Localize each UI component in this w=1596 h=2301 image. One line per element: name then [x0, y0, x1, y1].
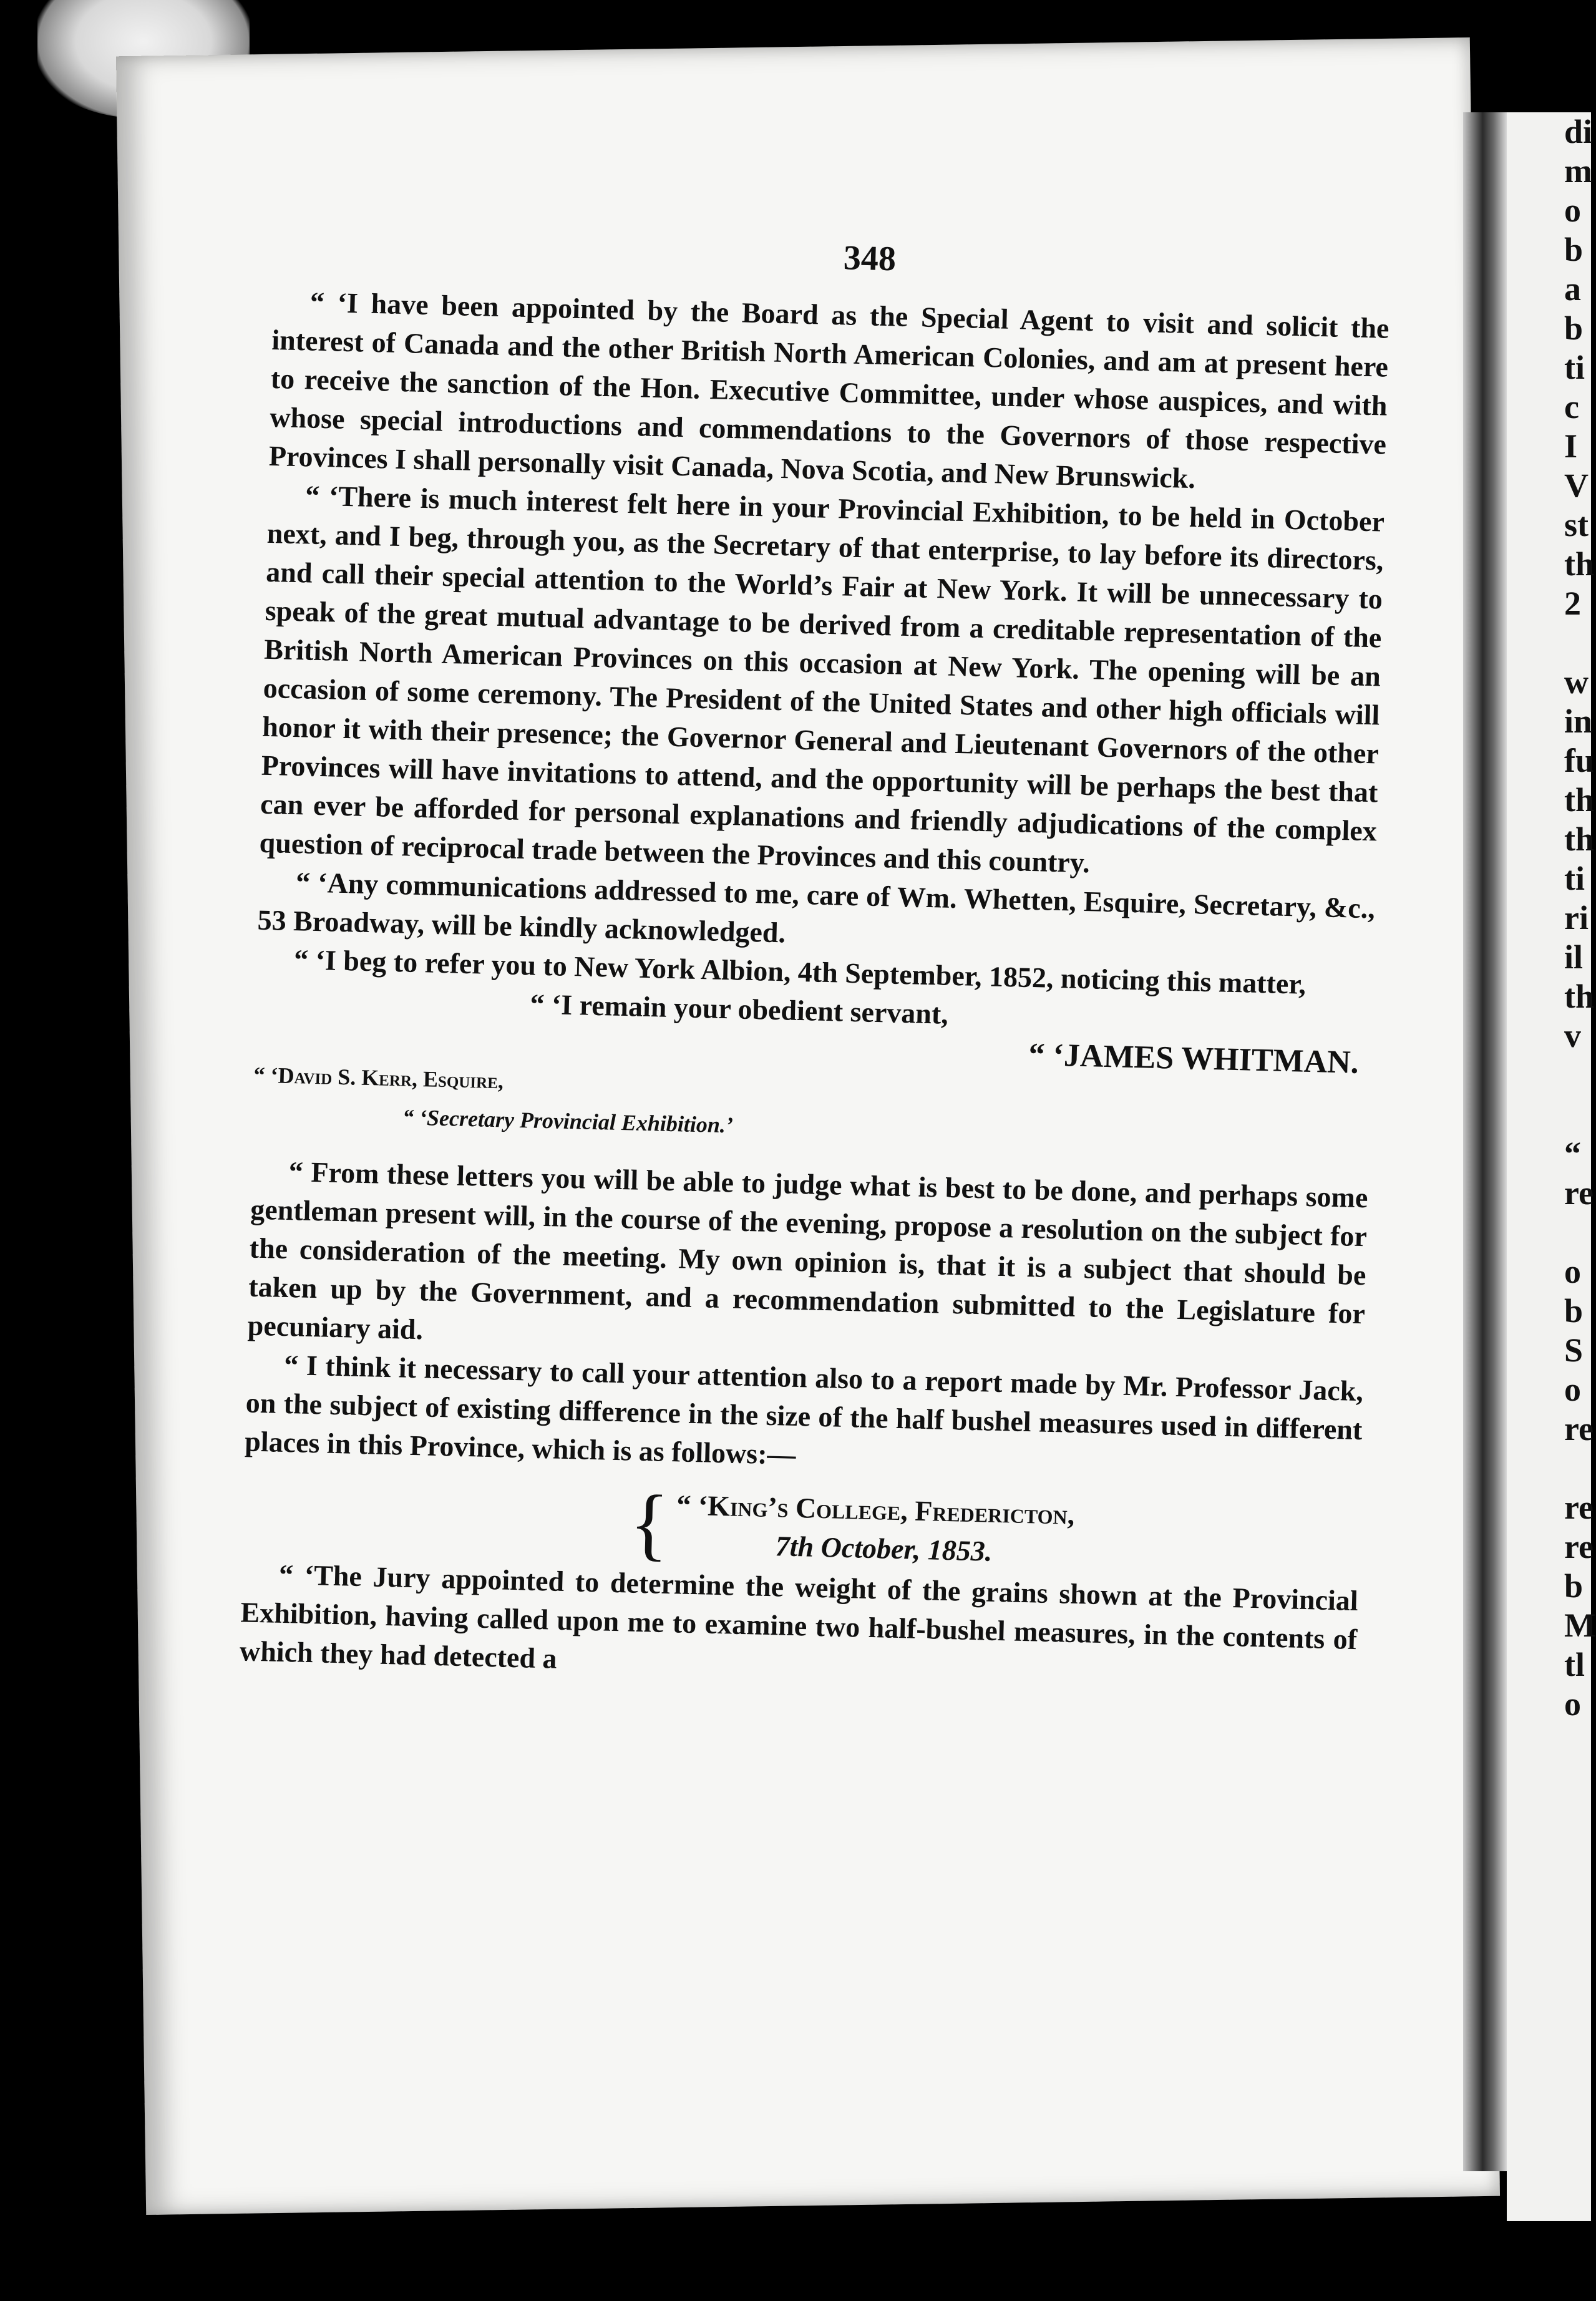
addressee-title: “ ‘Secretary Provincial Exhibition.’ [402, 1104, 734, 1138]
paragraph-judgement: “ From these letters you will be able to judge what is best to be done, and perhaps some gentleman present will, in the course of the evening, propose a resolution on the subject for the consideration of the meeting. My own opinion is, that it is a subject that should be taken up by the Government, and a recommendation submitted to the Legislature for pecuniary aid. [247, 1155, 1369, 1346]
brace-glyph: { [628, 1478, 670, 1570]
paragraph-professor-jack: “ I think it necessary to call your attention also to a report made by Mr. Professor Jack, on the subject of existing difference in the size of the half bushel measures used in different places in this Province, which is as follows:— [244, 1348, 1364, 1471]
facing-page-fragment: re [1564, 1410, 1594, 1447]
facing-page-fragment: b [1564, 231, 1584, 268]
facing-page-fragment: o [1564, 1253, 1581, 1290]
facing-page-fragment [1507, 1213, 1591, 1252]
page-number: 348 [843, 238, 897, 279]
facing-page-fragment: ri [1564, 899, 1589, 936]
paragraph-jury-report: “ ‘The Jury appointed to determine the weight of the grains shown at the Provincial Exhibition, having called upon me to examine two half-bushel measures, in the contents of which they had detected a [239, 1558, 1359, 1675]
facing-page [1507, 112, 1596, 2221]
facing-page-fragment: “ [1564, 1135, 1581, 1172]
facing-page-fragment: o [1564, 1685, 1581, 1723]
facing-page-fragment: re [1564, 1528, 1594, 1565]
book-spine [1463, 112, 1507, 2171]
paragraph-exhibition-interest: “ ‘There is much interest felt here in your Provincial Exhibition, to be held in October next, and I beg, through you, as the Secretary of that enterprise, to lay before its directors, and call their special attention to the World’s Fair at New York. It will be unnecessary to speak of the great mutual advantage to be derived from a creditable representation of the British North American Provinces on this occasion at New York. The opening will be an occasion of some ceremony. The President of the United States and other high officials will honor it with their presence; the Governor General and Lieutenant Governors of the other Provinces will have invitations to attend, and the opportunity will be perhaps the best that can ever be afforded for personal explanations and friendly adjudications of the complex question of reciprocal trade between the Provinces and this country. [259, 479, 1385, 879]
facing-page-fragment [1507, 1095, 1591, 1134]
facing-page-fragment: re [1564, 1489, 1594, 1526]
facing-page-fragment: v [1564, 1017, 1581, 1054]
facing-page-fragment: in [1564, 703, 1593, 740]
paragraph-appointment: “ ‘I have been appointed by the Board as the Special Agent to visit and solicit the interest of Canada and the other British North American Colonies, and am at present here to receive the sanction of the Hon. Executive Committee, under whose auspices, and with whose special introductions and commendations to the Governors of those respective Provinces I shall personally visit Canada, Nova Scotia, and New Brunswick. [268, 286, 1390, 495]
dateline-date: 7th October, 1853. [775, 1530, 993, 1567]
facing-page-fragment: fu [1564, 742, 1595, 779]
paragraph-communications: “ ‘Any communications addressed to me, care of Wm. Whetten, Esquire, Secretary, &c., 53 Broadway, will be kindly acknowledged. [257, 866, 1376, 949]
facing-page-fragment: th [1564, 820, 1595, 858]
facing-page-fragment: w [1564, 663, 1589, 701]
facing-page-fragment: di [1564, 113, 1593, 150]
facing-page-fragment: re [1564, 1174, 1594, 1212]
letter-signature: “ ‘JAMES WHITMAN. [1028, 1036, 1360, 1081]
facing-page-fragment: I [1564, 427, 1578, 465]
paragraph-albion-reference: “ ‘I beg to refer you to New York Albion, 4th September, 1852, noticing this matter, [293, 943, 1306, 1000]
facing-page-fragment: a [1564, 270, 1581, 308]
facing-page-fragment: il [1564, 938, 1584, 976]
facing-page-fragment: o [1564, 192, 1581, 229]
facing-page-fragment: st [1564, 506, 1589, 543]
facing-page-fragment: th [1564, 781, 1595, 819]
facing-page-fragment: b [1564, 1292, 1584, 1330]
dateline-lines [675, 1486, 1075, 1573]
facing-page-fragment: b [1564, 1567, 1584, 1605]
facing-page-fragment [1507, 1056, 1591, 1095]
facing-page-fragment: c [1564, 388, 1579, 426]
facing-page-fragment: o [1564, 1371, 1581, 1408]
facing-page-fragment [1507, 623, 1591, 663]
letter-closing: “ ‘I remain your obedient servant, [529, 988, 949, 1030]
addressee-name: “ ‘David S. Kerr, Esquire, [253, 1062, 504, 1094]
page-text-block [239, 225, 1391, 1698]
facing-page-fragment: 2 [1564, 585, 1581, 622]
facing-page-fragment: ti [1564, 349, 1585, 386]
facing-page-fragment: th [1564, 545, 1595, 583]
facing-page-fragment: tl [1564, 1646, 1585, 1683]
facing-page-fragment: ti [1564, 860, 1585, 897]
facing-page-fragment: V [1564, 467, 1589, 504]
facing-page-fragment: M [1564, 1607, 1596, 1644]
facing-page-fragment: m [1564, 152, 1592, 190]
dateline-place: “ ‘King’s College, Fredericton, [676, 1489, 1075, 1530]
facing-page-fragment: th [1564, 978, 1595, 1015]
facing-page-fragment: b [1564, 309, 1584, 347]
facing-page-fragment: S [1564, 1331, 1584, 1369]
facing-page-fragment [1507, 1449, 1591, 1488]
